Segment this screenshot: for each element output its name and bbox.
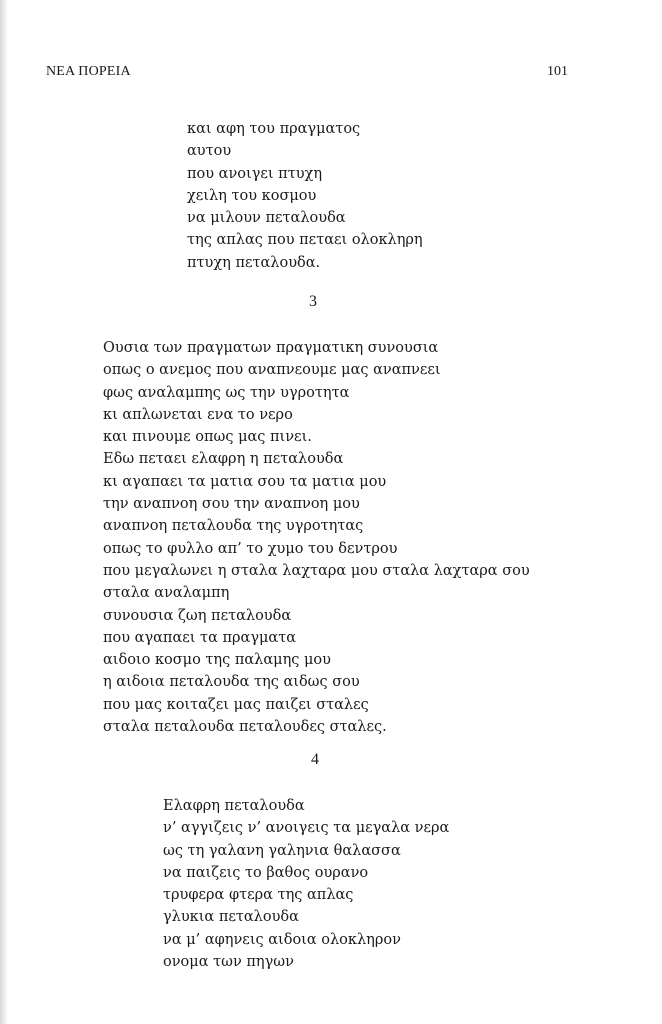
poem-line: που αγαπαει τα πραγματα — [103, 629, 297, 646]
poem-line: φως αναλαμπης ως την υγροτητα — [103, 384, 350, 401]
poem-line: να μιλουν πεταλουδα — [187, 210, 346, 227]
poem-line: σταλα πεταλουδα πεταλουδες σταλες. — [103, 719, 387, 736]
poem-line: Ουσια των πραγματων πραγματικη συνουσια — [103, 340, 439, 356]
poem-line: να μ’ αφηνεις αιδοια ολοκληρον — [163, 931, 401, 948]
poem-line: που ανοιγει πτυχη — [187, 165, 323, 182]
poem-line: που μεγαλωνει η σταλα λαχταρα μου σταλα λαχταρα σου — [103, 562, 530, 579]
poem-line: πτυχη πεταλουδα. — [187, 254, 321, 271]
poem-line: αναπνοη πεταλουδα της υγροτητας — [103, 518, 364, 535]
poem-line: αυτου — [187, 143, 232, 160]
poem-stanza-continued — [187, 118, 423, 274]
running-title: ΝΕΑ ΠΟΡΕΙΑ — [46, 64, 131, 79]
poem-section-4 — [163, 795, 449, 973]
poem-line: ονομα των πηγων — [163, 954, 294, 971]
poem-line: χειλη του κοσμου — [187, 187, 317, 204]
poem-line: και αφη του πραγματος — [187, 121, 361, 137]
poem-line: αιδοιο κοσμο της παλαμης μου — [103, 652, 331, 669]
poem-line: σταλα αναλαμπη — [103, 585, 230, 602]
poem-line: οπως ο ανεμος που αναπνεουμε μας αναπνεει — [103, 362, 441, 379]
poem-line: που μας κοιταζει μας παιζει σταλες — [103, 696, 369, 713]
poem-line: κι απλωνεται ενα το νερο — [103, 406, 293, 423]
poem-line: ν’ αγγιζεις ν’ ανοιγεις τα μεγαλα νερα — [163, 820, 450, 837]
poem-line: της απλας που πεταει ολοκληρη — [187, 232, 423, 249]
poem-line: Εδω πεταει ελαφρη η πεταλουδα — [103, 451, 344, 468]
poem-line: τρυφερα φτερα της απλας — [163, 887, 354, 904]
poem-line: και πινουμε οπως μας πινει. — [103, 429, 312, 446]
poem-line: την αναπνοη σου την αναπνοη μου — [103, 496, 360, 513]
poem-line: οπως το φυλλο απ’ το χυμο του δεντρου — [103, 540, 398, 557]
section-number-4: 4 — [311, 751, 319, 768]
section-number-3: 3 — [309, 293, 317, 310]
poem-line: Ελαφρη πεταλουδα — [163, 798, 305, 814]
poem-line: να παιζεις το βαθος ουρανο — [163, 864, 369, 881]
page-number: 101 — [547, 64, 568, 79]
poem-line: κι αγαπαει τα ματια σου τα ματια μου — [103, 473, 387, 490]
poem-section-3 — [103, 337, 530, 738]
poem-line: γλυκια πεταλουδα — [163, 909, 299, 926]
poem-line: συνουσια ζωη πεταλουδα — [103, 607, 292, 624]
poem-line: ως τη γαλανη γαληνια θαλασσα — [163, 842, 401, 859]
page-gutter-shadow — [0, 0, 8, 1024]
poem-line: η αιδοια πεταλουδα της αιδως σου — [103, 674, 360, 691]
